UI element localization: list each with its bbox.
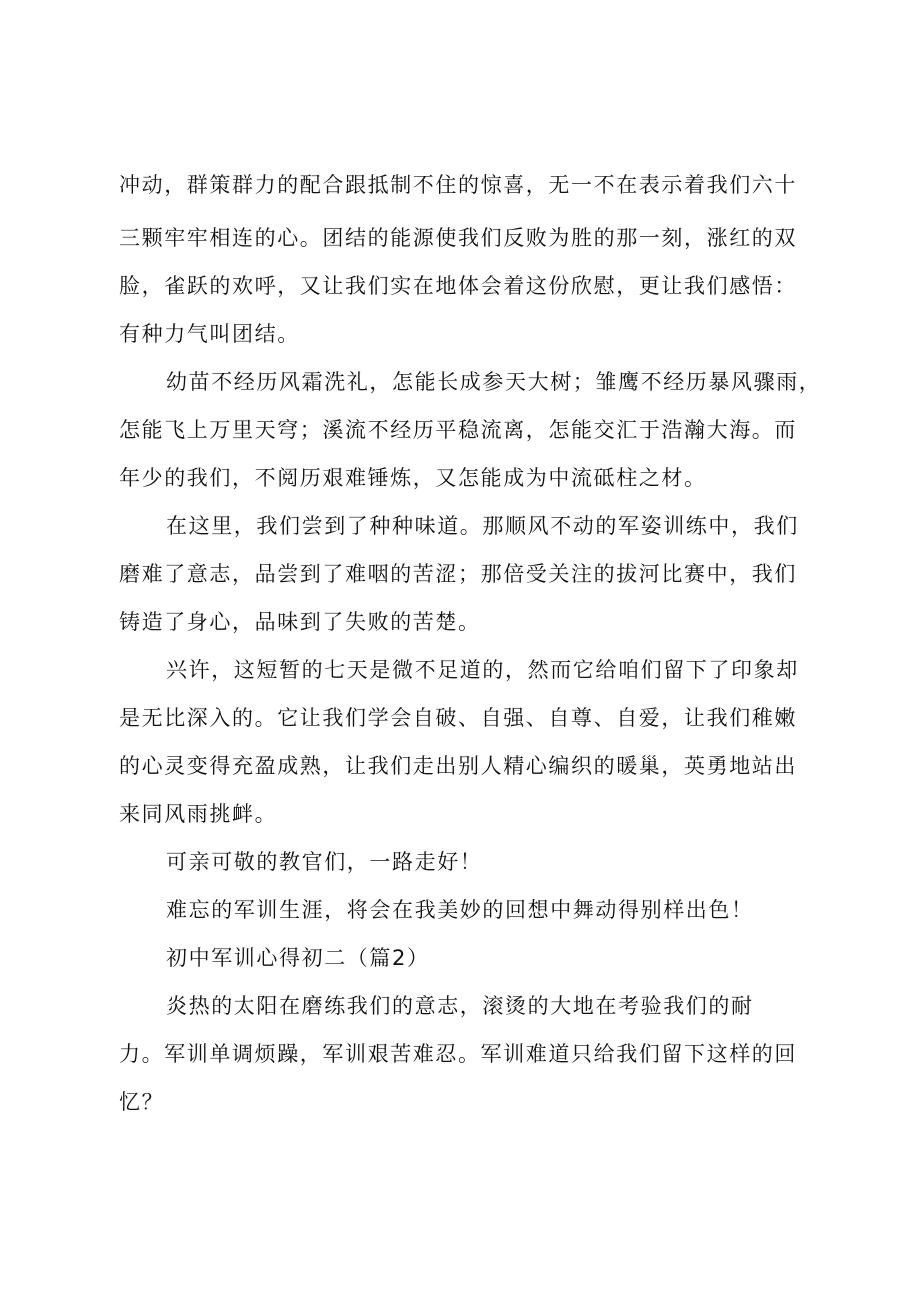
paragraph-line: 怎能飞上万里天穹；溪流不经历平稳流离，怎能交汇于浩瀚大海。而: [119, 418, 797, 442]
paragraph-line: 可亲可敬的教官们，一路走好！: [166, 850, 483, 874]
paragraph-line: 是无比深入的。它让我们学会自破、自强、自尊、自爱，让我们稚嫩: [119, 706, 797, 730]
paragraph-line: 炎热的太阳在磨练我们的意志，滚烫的大地在考验我们的耐: [166, 994, 754, 1018]
paragraph-line: 难忘的军训生涯，将会在我美妙的回想中舞动得别样出色！: [166, 898, 754, 922]
section-heading: 初中军训心得初二（篇2）: [166, 946, 430, 970]
paragraph-line: 幼苗不经历风霜洗礼，怎能长成参天大树；雏鹰不经历暴风骤雨，: [166, 370, 822, 394]
paragraph-line: 忆？: [119, 1090, 165, 1114]
paragraph-line: 冲动，群策群力的配合跟抵制不住的惊喜，无一不在表示着我们六十: [119, 173, 797, 197]
paragraph-line: 来同风雨挑衅。: [119, 802, 278, 826]
paragraph-line: 的心灵变得充盈成熟，让我们走出别人精心编织的暖巢，英勇地站出: [119, 754, 797, 778]
paragraph-line: 脸，雀跃的欢呼，又让我们实在地体会着这份欣慰，更让我们感悟：: [119, 274, 797, 298]
paragraph-line: 在这里，我们尝到了种种味道。那顺风不动的军姿训练中，我们: [166, 514, 799, 538]
paragraph-line: 三颗牢牢相连的心。团结的能源使我们反败为胜的那一刻，涨红的双: [119, 226, 797, 250]
paragraph-line: 磨难了意志，品尝到了难咽的苦涩；那倍受关注的拔河比赛中，我们: [119, 562, 797, 586]
paragraph-line: 年少的我们，不阅历艰难锤炼，又怎能成为中流砥柱之材。: [119, 466, 707, 490]
paragraph-line: 力。军训单调烦躁，军训艰苦难忍。军训难道只给我们留下这样的回: [119, 1042, 797, 1066]
paragraph-line: 兴许，这短暂的七天是微不足道的，然而它给咱们留下了印象却: [166, 658, 799, 682]
paragraph-line: 有种力气叫团结。: [119, 322, 300, 346]
paragraph-line: 铸造了身心，品味到了失败的苦楚。: [119, 610, 481, 634]
